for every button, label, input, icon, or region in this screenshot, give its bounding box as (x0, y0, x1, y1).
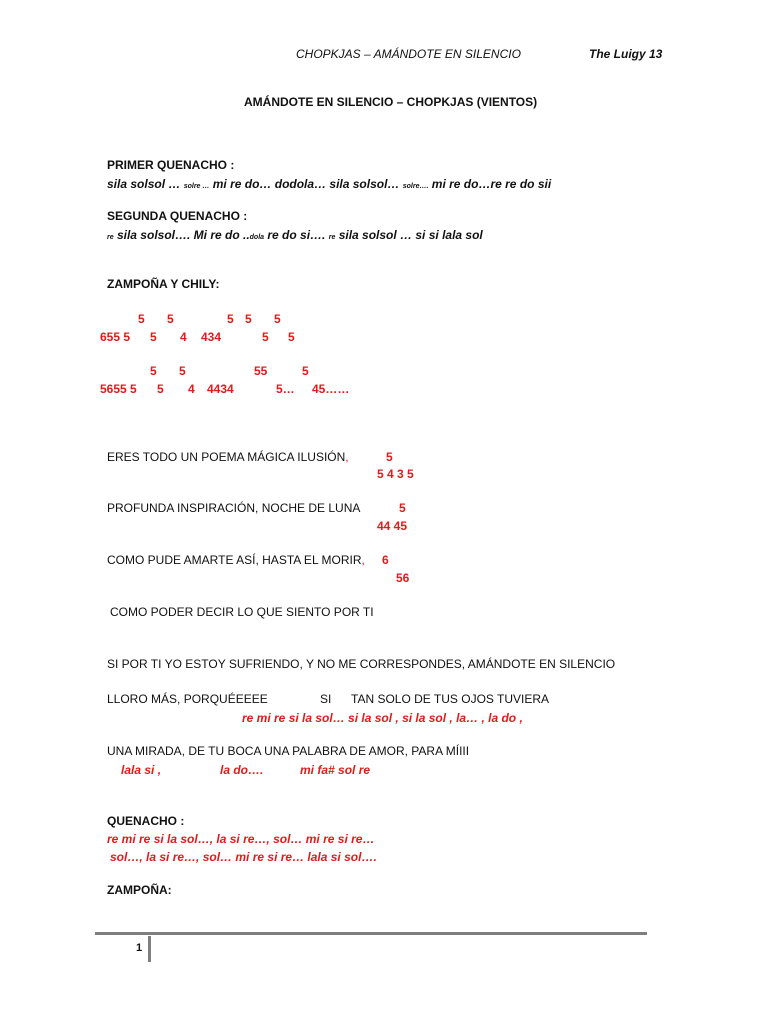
quenacho-notes-line-2: sol…, la si re…, sol… mi re si re… lala si sol…. (110, 850, 377, 864)
note-line: re mi re si la sol… si la sol , si la sol , la… , la do , (242, 711, 523, 725)
zampona-chily-label: ZAMPOÑA Y CHILY: (107, 277, 220, 291)
number-note: 5 (386, 450, 393, 464)
number-note: 4 (180, 330, 187, 344)
lyric-line (107, 553, 365, 567)
note-seg: mi re do… dodola… sila solsol… (209, 177, 403, 191)
number-note: 5 (138, 312, 145, 326)
note-line: la do…. (220, 763, 264, 777)
note-seg: re do si…. (264, 228, 329, 242)
lyric-line: UNA MIRADA, DE TU BOCA UNA PALABRA DE AMOR, PARA MÍIII (107, 744, 470, 758)
number-note: 5 (274, 312, 281, 326)
number-note: 5 (288, 330, 295, 344)
primer-quenacho-label: PRIMER QUENACHO : (107, 158, 235, 172)
footer-rule (95, 932, 647, 935)
segunda-quenacho-notes (107, 228, 483, 245)
lyric-comma: , (361, 553, 365, 567)
lyric-text: ERES TODO UN POEMA MÁGICA ILUSIÓN (107, 450, 346, 464)
header-author: The Luigy 13 (589, 47, 663, 61)
number-note: 5… (276, 382, 295, 396)
number-note: 5 (150, 364, 157, 378)
lyric-line: COMO PODER DECIR LO QUE SIENTO POR TI (110, 605, 374, 619)
lyric-comma: , (345, 450, 349, 464)
note-line: lala si , (121, 763, 162, 777)
zampona-label: ZAMPOÑA: (107, 883, 172, 897)
number-note: 5 (245, 312, 252, 326)
number-note: 5 (150, 330, 157, 344)
note-seg: mi re do…re re do sii (428, 177, 552, 191)
lyric-line: PROFUNDA INSPIRACIÓN, NOCHE DE LUNA (107, 501, 361, 515)
number-note: 5 (179, 364, 186, 378)
number-note: 655 5 (100, 330, 131, 344)
number-note: 5 (167, 312, 174, 326)
number-note: 5 (302, 364, 309, 378)
lyric-line: TAN SOLO DE TUS OJOS TUVIERA (351, 692, 550, 706)
number-note: 6 (382, 553, 389, 567)
number-note: 4 (188, 382, 195, 396)
number-note: 5 (262, 330, 269, 344)
note-small: dola (249, 234, 265, 241)
number-note: 5655 5 (100, 382, 137, 396)
number-note: 5 (399, 501, 406, 515)
primer-quenacho-notes (107, 177, 551, 194)
page-number: 1 (136, 942, 143, 954)
note-small: re (107, 234, 114, 241)
segunda-quenacho-label: SEGUNDA QUENACHO : (107, 209, 248, 223)
note-seg: sila solsol…. Mi re do .. (113, 228, 250, 242)
number-note: 56 (396, 571, 410, 585)
lyric-line: SI POR TI YO ESTOY SUFRIENDO, Y NO ME CORRESPONDES, AMÁNDOTE EN SILENCIO (107, 657, 616, 671)
number-note: 44 45 (377, 519, 408, 533)
lyric-line (107, 450, 349, 464)
note-seg: sila solsol … si si lala sol (335, 228, 483, 242)
number-note: 5 (227, 312, 234, 326)
quenacho-label: QUENACHO : (107, 814, 185, 828)
note-line: mi fa# sol re (300, 763, 371, 777)
header-title: CHOPKJAS – AMÁNDOTE EN SILENCIO (296, 47, 521, 61)
lyric-text: COMO PUDE AMARTE ASÍ, HASTA EL MORIR (107, 553, 362, 567)
number-note: 5 (157, 382, 164, 396)
note-seg: sila solsol … (107, 177, 184, 191)
note-small: solre…. (402, 183, 429, 190)
lyric-line: SI (320, 692, 332, 706)
document-title: AMÁNDOTE EN SILENCIO – CHOPKJAS (VIENTOS) (244, 95, 538, 109)
footer-divider (148, 936, 151, 962)
quenacho-notes-line-1: re mi re si la sol…, la si re…, sol… mi re si re… (107, 832, 375, 846)
note-small: solre … (183, 183, 210, 190)
number-note: 434 (201, 330, 222, 344)
lyric-line: LLORO MÁS, PORQUÉEEEE (107, 692, 268, 706)
number-note: 5 4 3 5 (377, 467, 414, 481)
number-note: 4434 (207, 382, 234, 396)
note-small: re (328, 234, 336, 241)
number-note: 55 (254, 364, 268, 378)
number-note: 45…… (312, 382, 350, 396)
